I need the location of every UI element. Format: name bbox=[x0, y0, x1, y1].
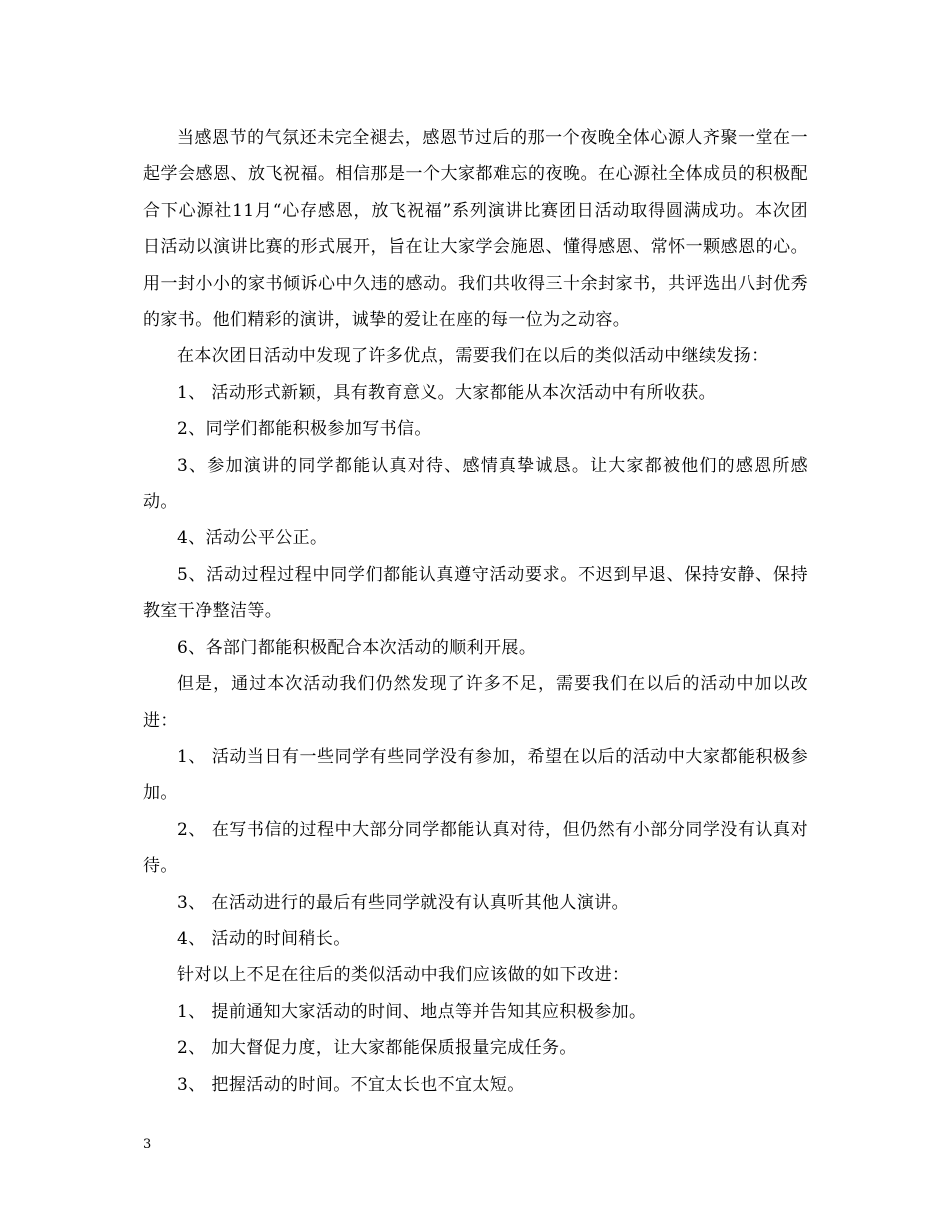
shortcoming-item-4: 4、 活动的时间稍长。 bbox=[177, 928, 351, 949]
paragraph-shortcomings-heading: 但是，通过本次活动我们仍然发现了许多不足，需要我们在以后的活动中加以改进： bbox=[143, 674, 808, 731]
strength-item-4: 4、活动公平公正。 bbox=[177, 528, 328, 549]
document-body bbox=[143, 120, 808, 1103]
page-number: 3 bbox=[143, 1137, 152, 1152]
strength-item-2: 2、同学们都能积极参加写书信。 bbox=[177, 419, 432, 440]
paragraph-strengths-heading: 在本次团日活动中发现了许多优点，需要我们在以后的类似活动中继续发扬： bbox=[177, 346, 769, 367]
paragraph-intro: 当感恩节的气氛还未完全褪去，感恩节过后的那一个夜晚全体心源人齐聚一堂在一起学会感恩、放飞祝福。相信那是一个大家都难忘的夜晚。在心源社全体成员的积极配合下心源社11月“心存感恩，放飞祝福”系列演讲比赛团日活动取得圆满成功。本次团日活动以演讲比赛的形式展开，旨在让大家学会施恩、懂得感恩、常怀一颗感恩的心。用一封小小的家书倾诉心中久违的感动。我们共收得三十余封家书，共评选出八封优秀的家书。他们精彩的演讲，诚挚的爱让在座的每一位为之动容。 bbox=[143, 128, 808, 331]
shortcoming-item-2: 2、 在写书信的过程中大部分同学都能认真对待，但仍然有小部分同学没有认真对待。 bbox=[143, 819, 808, 877]
paragraph-improvements-heading: 针对以上不足在往后的类似活动中我们应该做的如下改进： bbox=[177, 965, 630, 986]
shortcoming-item-3: 3、 在活动进行的最后有些同学就没有认真听其他人演讲。 bbox=[177, 892, 630, 913]
improvement-item-3: 3、 把握活动的时间。不宜太长也不宜太短。 bbox=[177, 1074, 525, 1095]
improvement-item-1: 1、 提前通知大家活动的时间、地点等并告知其应积极参加。 bbox=[177, 1001, 647, 1022]
strength-item-3: 3、参加演讲的同学都能认真对待、感情真挚诚恳。让大家都被他们的感恩所感动。 bbox=[143, 455, 808, 513]
strength-item-1: 1、 活动形式新颖，具有教育意义。大家都能从本次活动中有所收获。 bbox=[177, 382, 717, 403]
improvement-item-2: 2、 加大督促力度，让大家都能保质报量完成任务。 bbox=[177, 1038, 577, 1059]
strength-item-5: 5、活动过程过程中同学们都能认真遵守活动要求。不迟到早退、保持安静、保持教室干净整洁等。 bbox=[143, 564, 808, 622]
strength-item-6: 6、各部门都能积极配合本次活动的顺利开展。 bbox=[177, 637, 537, 658]
shortcoming-item-1: 1、 活动当日有一些同学有些同学没有参加，希望在以后的活动中大家都能积极参加。 bbox=[143, 746, 808, 804]
